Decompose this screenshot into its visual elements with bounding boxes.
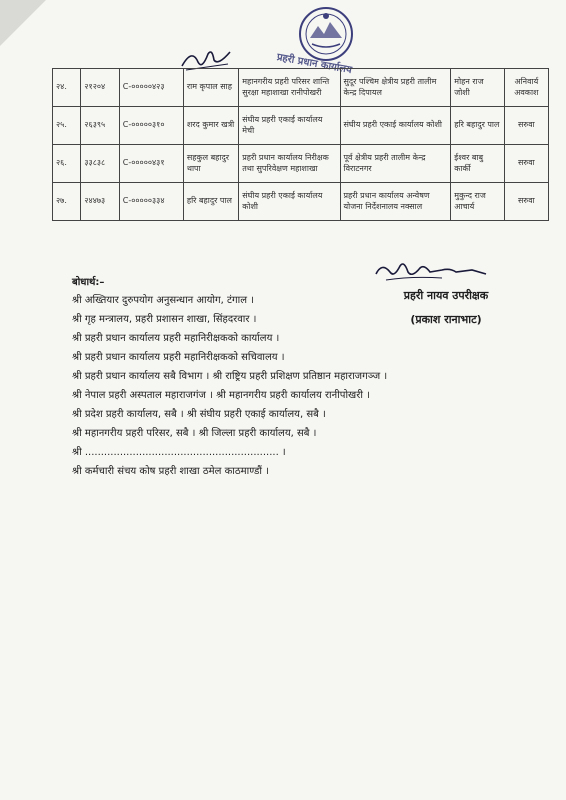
records-table	[52, 68, 549, 221]
office-stamp: प्रहरी प्रधान कार्यालय	[275, 52, 353, 77]
code-cell: C-०००००३१०	[119, 107, 183, 145]
remark-cell: सरुवा	[504, 107, 548, 145]
cc-line: श्री प्रहरी प्रधान कार्यालय प्रहरी महानिरीक्षकको सचिवालय ।	[72, 352, 285, 363]
from-office-cell: संघीय प्रहरी एकाई कार्यालय मेची	[239, 107, 340, 145]
name-cell: शरद कुमार खत्री	[183, 107, 238, 145]
approver-cell: मुकुन्द राज आचार्य	[451, 183, 504, 221]
from-office-cell: संघीय प्रहरी एकाई कार्यालय कोशी	[239, 183, 340, 221]
employee-number-cell: २६३९५	[81, 107, 119, 145]
serial-number-cell: २५.	[53, 107, 81, 145]
employee-number-cell: ३३८३८	[81, 145, 119, 183]
name-cell: हरि बहादुर पाल	[183, 183, 238, 221]
employee-number-cell: २४४७३	[81, 183, 119, 221]
cc-line: श्री प्रदेश प्रहरी कार्यालय, सबै । श्री संघीय प्रहरी एकाई कार्यालय, सबै ।	[72, 409, 326, 420]
serial-number-cell: २७.	[53, 183, 81, 221]
to-office-cell: पूर्व क्षेत्रीय प्रहरी तालीम केन्द्र विराटनगर	[340, 145, 451, 183]
approver-cell: ईश्वर बाबु कार्की	[451, 145, 504, 183]
cc-line: श्री प्रहरी प्रधान कार्यालय सबै विभाग । श्री राष्ट्रिय प्रहरी प्रशिक्षण प्रतिष्ठान महाराजगञ्ज ।	[72, 371, 388, 382]
code-cell: C-०००००४२३	[119, 69, 183, 107]
folded-corner	[0, 0, 46, 46]
cc-line: श्री ............................................................. ।	[72, 447, 286, 458]
serial-number-cell: २६.	[53, 145, 81, 183]
code-cell: C-०००००३३४	[119, 183, 183, 221]
name-cell: सहकुल बहादुर थापा	[183, 145, 238, 183]
name-cell: राम कृपाल साह	[183, 69, 238, 107]
cc-line: श्री नेपाल प्रहरी अस्पताल महाराजगंज । श्री महानगरीय प्रहरी कार्यालय रानीपोखरी ।	[72, 390, 370, 401]
to-office-cell: प्रहरी प्रधान कार्यालय अन्वेषण योजना निर्देशनालय नक्साल	[340, 183, 451, 221]
approver-cell: मोहन राज जोशी	[451, 69, 504, 107]
remark-cell: सरुवा	[504, 183, 548, 221]
table-row	[53, 107, 549, 145]
from-office-cell: प्रहरी प्रधान कार्यालय निरीक्षक तथा सुपरिवेक्षण महाशाखा	[239, 145, 340, 183]
signatory-title: प्रहरी नायव उपरीक्षक	[403, 289, 489, 302]
serial-number-cell: २४.	[53, 69, 81, 107]
table-row	[53, 69, 549, 107]
employee-number-cell: २१२०४	[81, 69, 119, 107]
cc-line: श्री कर्मचारी संचय कोष प्रहरी शाखा ठमेल काठमाण्डौं ।	[72, 466, 269, 477]
to-office-cell: संघीय प्रहरी एकाई कार्यालय कोशी	[340, 107, 451, 145]
approver-cell: हरि बहादुर पाल	[451, 107, 504, 145]
to-office-cell: सुदूर पश्चिम क्षेत्रीय प्रहरी तालीम केन्द्र दिपायल	[340, 69, 451, 107]
table-row	[53, 145, 549, 183]
table-row	[53, 183, 549, 221]
remark-cell: सरुवा	[504, 145, 548, 183]
cc-line: श्री महानगरीय प्रहरी परिसर, सबै । श्री जिल्ला प्रहरी कार्यालय, सबै ।	[72, 428, 317, 439]
from-office-cell: महानगरीय प्रहरी परिसर शान्ति सुरक्षा महाशाखा रानीपोखरी	[239, 69, 340, 107]
signatory-name: (प्रकाश रानाभाट)	[410, 313, 482, 326]
code-cell: C-०००००४३१	[119, 145, 183, 183]
cc-line: श्री अख्तियार दुरुपयोग अनुसन्धान आयोग, टंगाल ।	[72, 295, 254, 306]
remark-cell: अनिवार्य अवकाश	[504, 69, 548, 107]
cc-line: श्री गृह मन्त्रालय, प्रहरी प्रशासन शाखा, सिंहदरवार ।	[72, 314, 257, 325]
cc-line: श्री प्रहरी प्रधान कार्यालय प्रहरी महानिरीक्षकको कार्यालय ।	[72, 333, 280, 344]
cc-heading: बोधार्थ:–	[72, 277, 105, 288]
cc-list	[72, 274, 402, 481]
